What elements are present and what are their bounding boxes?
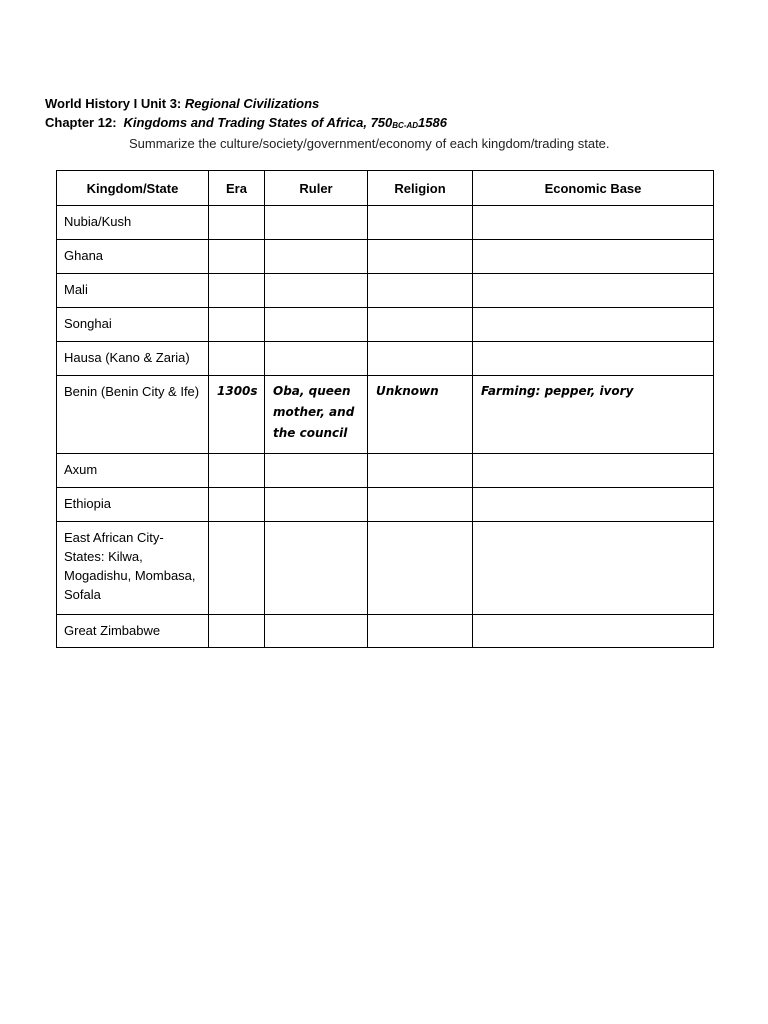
ruler-cell [265,342,368,376]
ruler-value [265,342,367,351]
era-cell [209,274,265,308]
economic-base-cell [473,206,714,240]
economic-base-value: Farming: pepper, ivory [481,384,634,398]
ruler-cell [265,376,368,454]
course-unit-label: World History I Unit 3: [45,96,185,111]
economic-base-cell [473,376,714,454]
chapter-title-main: Kingdoms and Trading States of Africa, 750 [123,115,393,130]
chapter-title-end-year: 1586 [418,115,447,130]
kingdom-cell [57,376,209,454]
ruler-value [265,206,367,215]
religion-value [368,308,472,317]
ruler-cell [265,308,368,342]
chapter-title [124,115,447,130]
column-header-kingdom: Kingdom/State [57,171,209,206]
economic-base-value [473,522,713,531]
column-header-economic-base: Economic Base [473,171,714,206]
era-cell [209,376,265,454]
era-value [209,240,264,249]
kingdoms-table [56,170,714,648]
era-value [209,615,264,624]
era-cell [209,240,265,274]
era-value [209,454,264,463]
religion-value [368,342,472,351]
religion-value [368,274,472,283]
unit-title: Regional Civilizations [184,96,320,111]
religion-cell [368,240,473,274]
economic-base-cell [473,522,714,615]
religion-cell [368,308,473,342]
religion-value [368,206,472,215]
kingdom-cell [57,308,209,342]
column-header-religion: Religion [368,171,473,206]
ruler-value [265,454,367,463]
table-row [57,454,714,488]
era-cell [209,308,265,342]
kingdom-cell [57,342,209,376]
ruler-cell [265,488,368,522]
era-value [209,522,264,531]
kingdom-cell [57,274,209,308]
era-cell [209,488,265,522]
religion-cell [368,615,473,648]
ruler-value [265,274,367,283]
era-value: 1300s [217,384,258,398]
religion-cell [368,206,473,240]
era-value [209,308,264,317]
ruler-cell [265,522,368,615]
religion-cell [368,274,473,308]
religion-cell [368,342,473,376]
era-cell [209,615,265,648]
religion-cell [368,376,473,454]
ruler-cell [265,240,368,274]
table-row [57,376,714,454]
chapter-title-era-marker: BC-AD [392,121,419,130]
economic-base-cell [473,488,714,522]
column-header-era: Era [209,171,265,206]
ruler-value: Oba, queen mother, and the council [273,384,355,440]
economic-base-value [473,308,713,317]
kingdom-cell [57,206,209,240]
ruler-cell [265,206,368,240]
worksheet-header [45,94,745,153]
table-row [57,240,714,274]
chapter-label: Chapter 12: [45,115,117,130]
kingdom-name: Axum [64,462,98,477]
religion-value [368,615,472,624]
kingdom-name: Ethiopia [64,496,111,511]
ruler-value [265,488,367,497]
kingdom-cell [57,240,209,274]
table-row [57,342,714,376]
table-row [57,274,714,308]
era-value [209,206,264,215]
table-row [57,206,714,240]
economic-base-value [473,240,713,249]
ruler-value [265,240,367,249]
kingdom-name: East African City-States: Kilwa, Mogadishu, Mombasa, Sofala [64,530,196,602]
kingdom-cell [57,615,209,648]
economic-base-value [473,488,713,497]
era-cell [209,206,265,240]
economic-base-cell [473,342,714,376]
economic-base-value [473,274,713,283]
era-value [209,274,264,283]
religion-value: Unknown [376,384,439,398]
economic-base-cell [473,240,714,274]
column-header-ruler: Ruler [265,171,368,206]
era-cell [209,522,265,615]
ruler-value [265,522,367,531]
instructions: Summarize the culture/society/government/economy of each kingdom/trading state. [129,136,610,151]
religion-value [368,522,472,531]
table-row [57,488,714,522]
era-cell [209,342,265,376]
religion-cell [368,522,473,615]
era-cell [209,454,265,488]
religion-value [368,488,472,497]
kingdom-name: Hausa (Kano & Zaria) [64,350,190,365]
table-row [57,615,714,648]
kingdom-cell [57,454,209,488]
kingdom-name: Great Zimbabwe [64,623,161,638]
kingdom-cell [57,488,209,522]
economic-base-cell [473,454,714,488]
kingdom-name: Ghana [64,248,104,263]
course-line [45,94,745,113]
religion-value [368,454,472,463]
economic-base-value [473,615,713,624]
table-row [57,308,714,342]
religion-cell [368,454,473,488]
ruler-cell [265,274,368,308]
era-value [209,342,264,351]
kingdom-cell [57,522,209,615]
kingdom-name: Mali [64,282,88,297]
religion-cell [368,488,473,522]
kingdom-name: Songhai [64,316,112,331]
table-row [57,522,714,615]
economic-base-value [473,454,713,463]
kingdom-name: Benin (Benin City & Ife) [64,384,200,399]
economic-base-value [473,342,713,351]
kingdom-name: Nubia/Kush [64,214,132,229]
era-value [209,488,264,497]
chapter-line [45,113,745,135]
economic-base-cell [473,274,714,308]
economic-base-cell [473,308,714,342]
economic-base-cell [473,615,714,648]
table-header-row [57,171,714,206]
ruler-value [265,615,367,624]
ruler-cell [265,454,368,488]
ruler-value [265,308,367,317]
religion-value [368,240,472,249]
ruler-cell [265,615,368,648]
economic-base-value [473,206,713,215]
